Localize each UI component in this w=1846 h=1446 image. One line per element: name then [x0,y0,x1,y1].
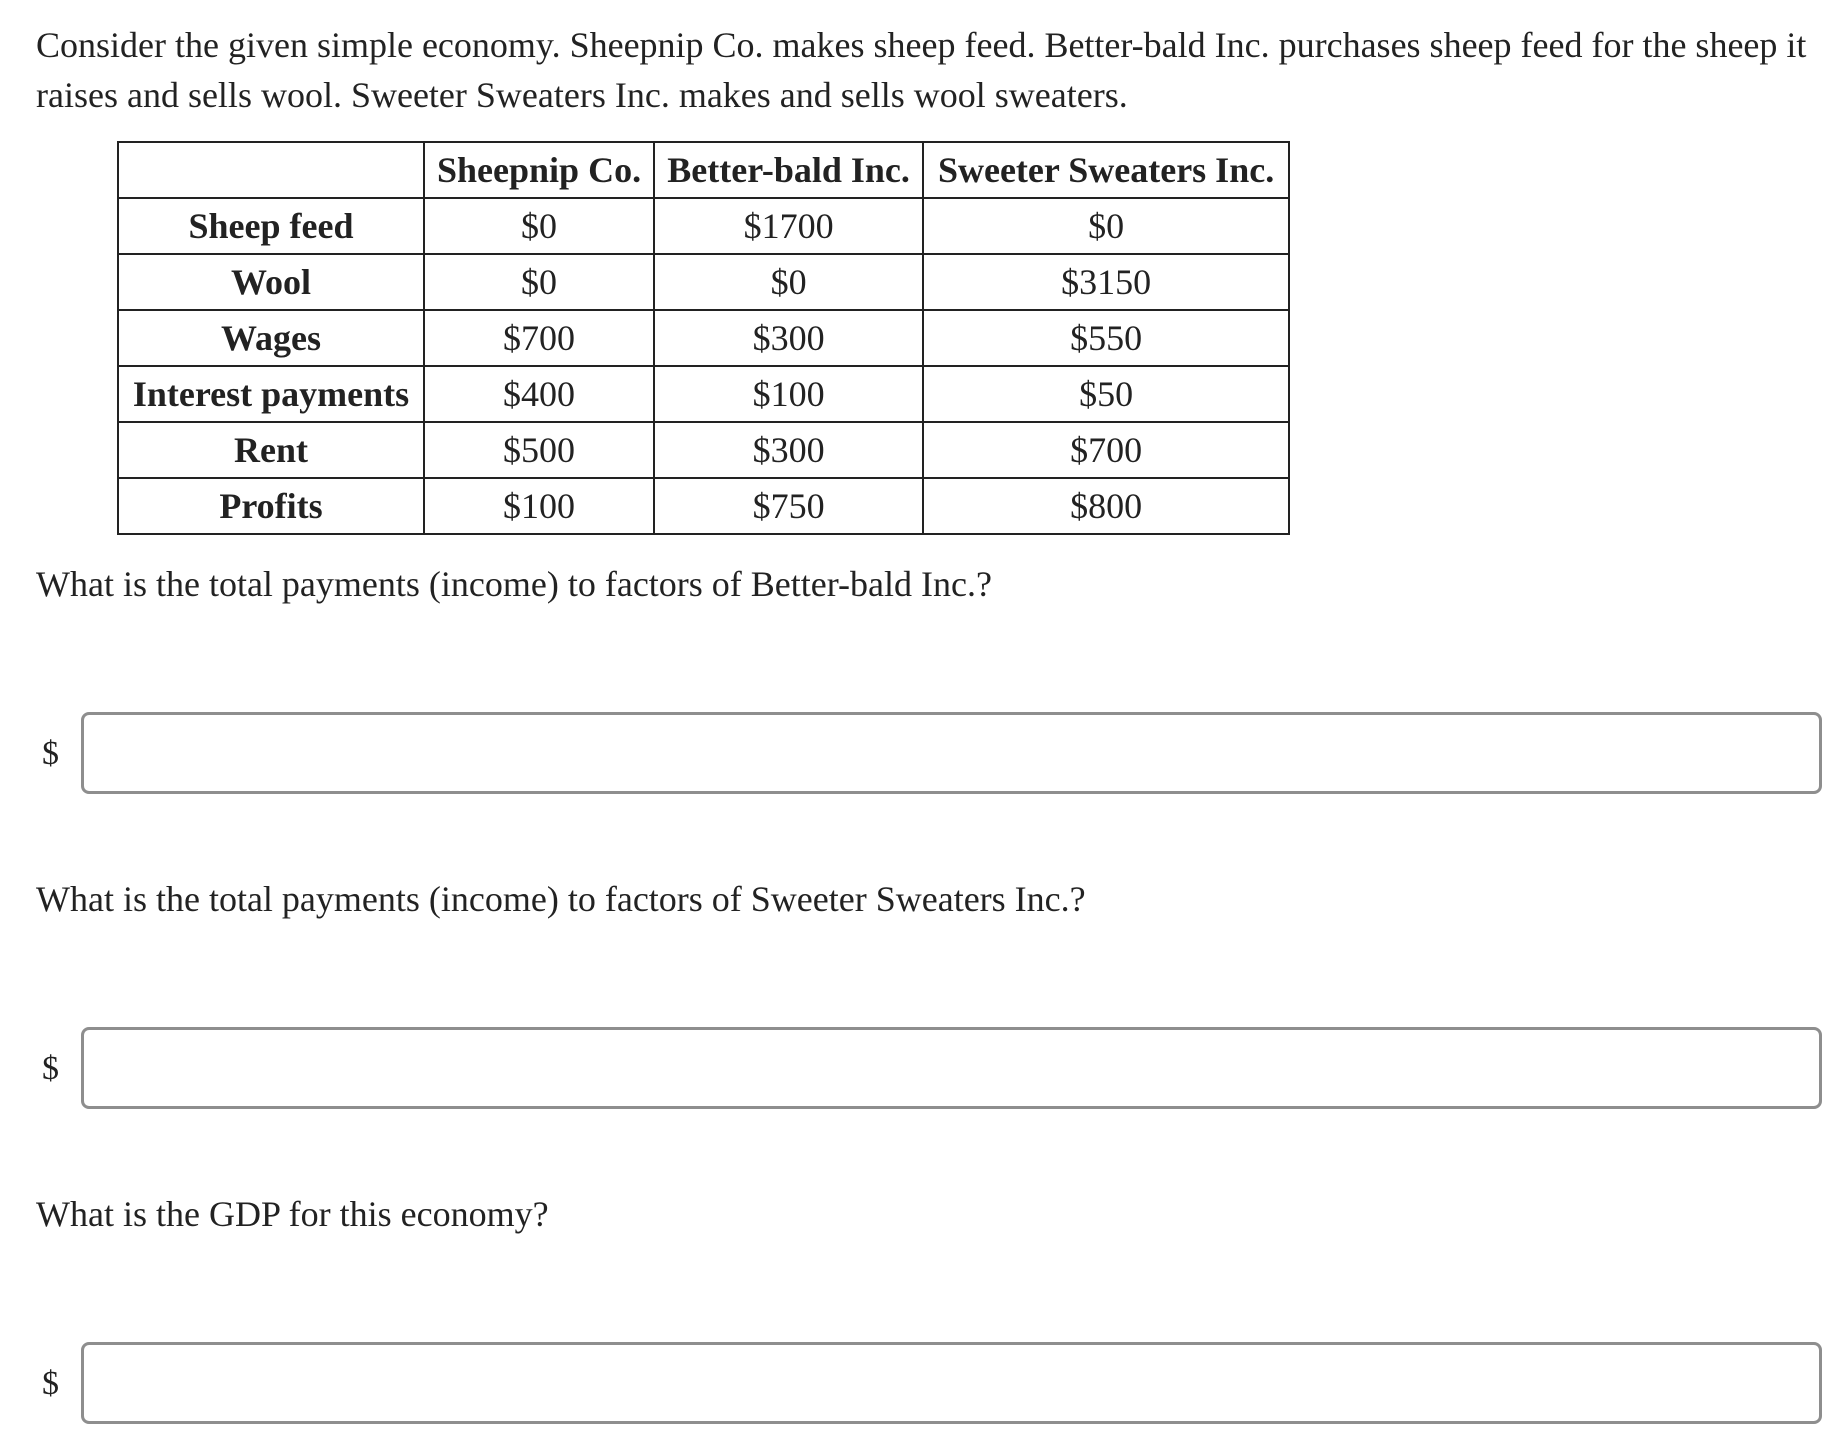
row-label: Profits [118,478,424,534]
question-better-bald: What is the total payments (income) to factors of Better-bald Inc.? [36,564,992,604]
table-row [118,254,1289,310]
currency-symbol: $ [42,1050,59,1087]
table-row [118,310,1289,366]
table-cell: $0 [923,198,1289,254]
table-header-blank [118,142,424,198]
table-cell: $700 [424,310,654,366]
table-cell: $0 [424,198,654,254]
table-cell: $300 [654,310,923,366]
table-cell: $400 [424,366,654,422]
table-cell: $50 [923,366,1289,422]
problem-intro: Consider the given simple economy. Sheepnip Co. makes sheep feed. Better-bald Inc. purchases sheep feed for the sheep it raises and sells wool. Sweeter Sweaters Inc. makes and sells wool sweaters. [36,25,1807,115]
table-header-better-bald: Better-bald Inc. [654,142,923,198]
question-gdp: What is the GDP for this economy? [36,1194,549,1234]
table-cell: $550 [923,310,1289,366]
table-cell: $750 [654,478,923,534]
table-cell: $500 [424,422,654,478]
table-cell: $100 [654,366,923,422]
currency-symbol: $ [42,735,59,772]
answer-input-better-bald[interactable] [81,712,1822,794]
table-header-sheepnip: Sheepnip Co. [424,142,654,198]
row-label: Rent [118,422,424,478]
table-row [118,366,1289,422]
table-header-row [118,142,1289,198]
row-label: Sheep feed [118,198,424,254]
answer-input-sweeter-sweaters[interactable] [81,1027,1822,1109]
table-cell: $0 [654,254,923,310]
economy-table [117,141,1290,535]
row-label: Wool [118,254,424,310]
table-cell: $0 [424,254,654,310]
table-cell: $1700 [654,198,923,254]
answer-input-gdp[interactable] [81,1342,1822,1424]
table-row [118,478,1289,534]
table-cell: $800 [923,478,1289,534]
question-sweeter-sweaters: What is the total payments (income) to factors of Sweeter Sweaters Inc.? [36,879,1086,919]
table-cell: $300 [654,422,923,478]
row-label: Interest payments [118,366,424,422]
table-header-sweeter-sweaters: Sweeter Sweaters Inc. [923,142,1289,198]
table-cell: $700 [923,422,1289,478]
table-row [118,422,1289,478]
row-label: Wages [118,310,424,366]
currency-symbol: $ [42,1365,59,1402]
table-cell: $100 [424,478,654,534]
table-cell: $3150 [923,254,1289,310]
table-row [118,198,1289,254]
